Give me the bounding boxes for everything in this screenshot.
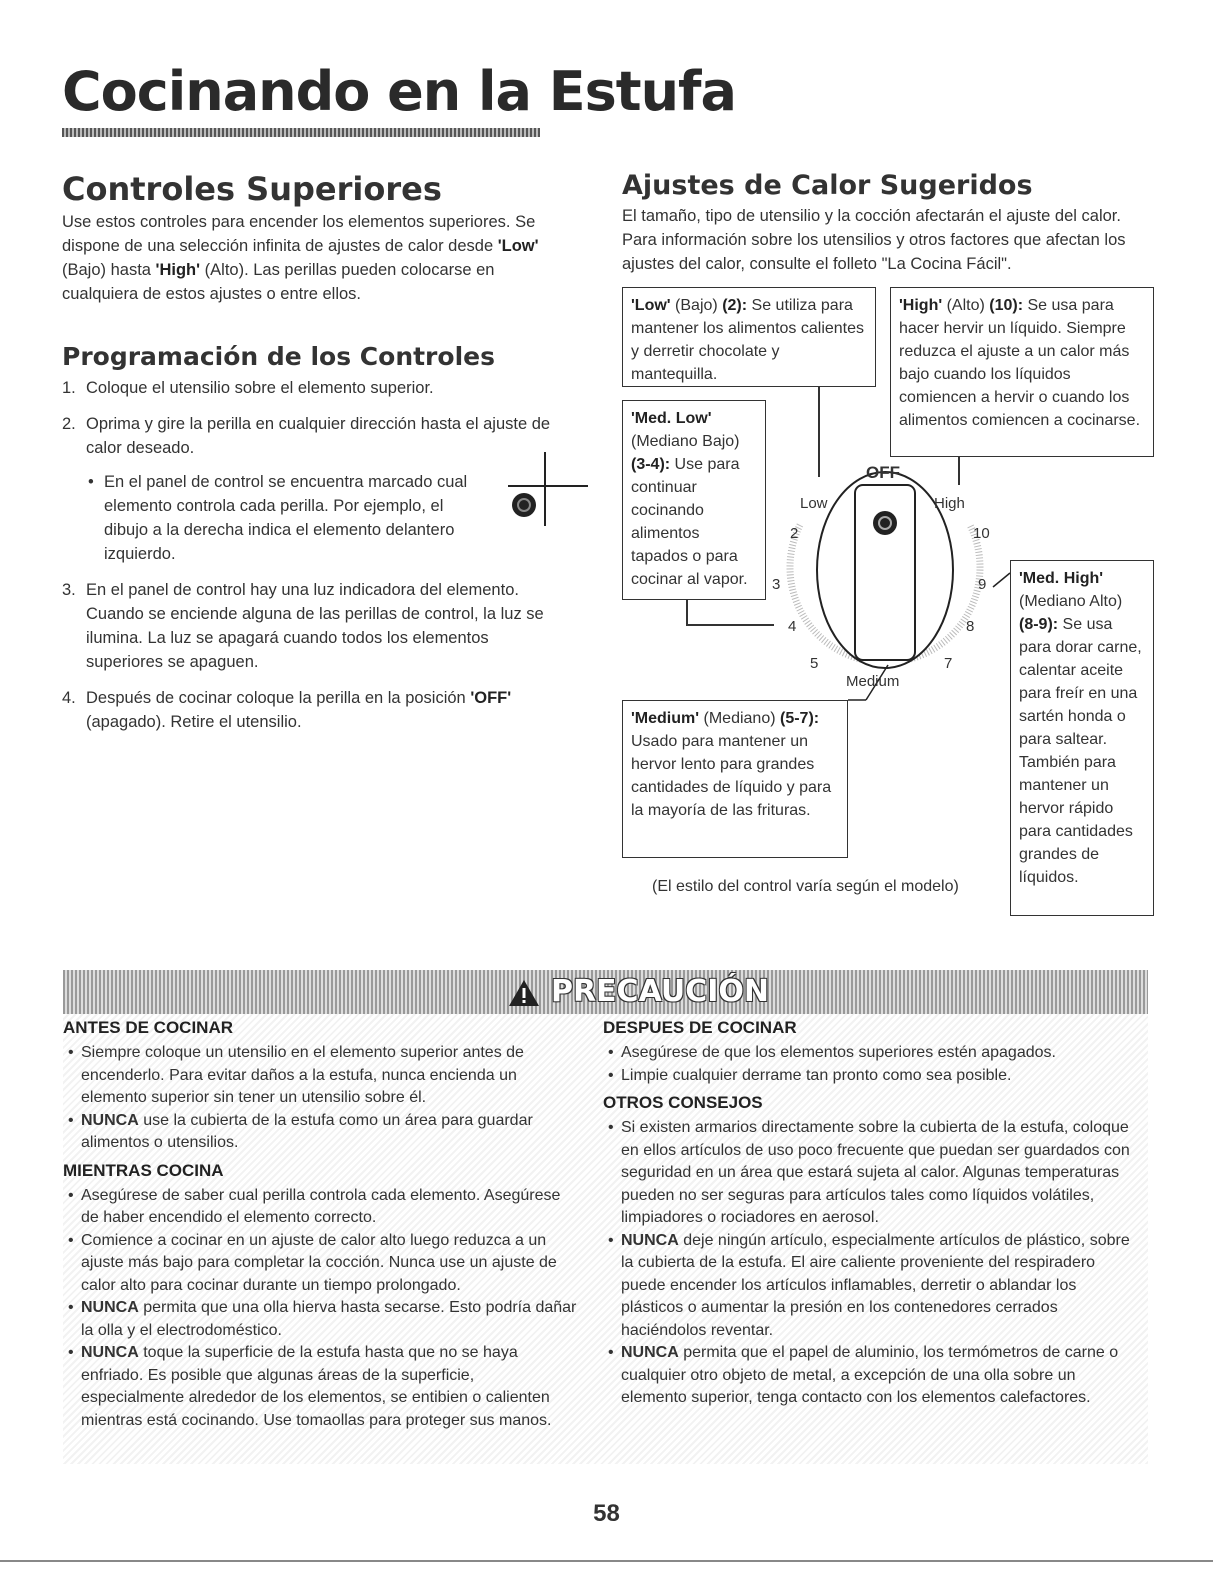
dial-num-8: 8 [966,618,975,635]
section-heading-heat-settings: Ajustes de Calor Sugeridos [622,170,1033,201]
caution-item [63,1297,578,1342]
warning-triangle-icon [508,978,540,1008]
box-range: (8-9): [1019,616,1059,633]
dial-num-3: 3 [772,576,781,593]
dial-num-7: 7 [944,655,953,672]
dial-num-9: 9 [978,576,987,593]
med-high-setting-box [1010,560,1154,916]
box-paren: (Mediano Alto) [1019,593,1123,610]
box-paren: (Alto) [942,297,990,314]
box-paren: (Mediano) [699,710,780,727]
section-heading-controls: Controles Superiores [62,170,442,208]
med-low-setting-box [622,400,766,600]
title-rule [62,128,540,137]
heat-settings-intro: El tamaño, tipo de utensilio y la cocción afectarán el ajuste del calor. Para información sobre los utensilios y otros factores que afectan los ajustes del calor, consulte el folleto "La Cocina Fácil". [622,207,1126,273]
box-paren: (Mediano Bajo) [631,433,740,450]
leader-line [686,600,688,624]
box-text: Se utiliza para mantener los alimentos calientes y derretir chocolate y mantequilla. [631,297,865,383]
box-text: Use para continuar cocinando alimentos tapados o para cocinar al vapor. [631,456,748,588]
programming-steps [62,376,562,746]
caution-item: • Si existen armarios directamente sobre la cubierta de la estufa, coloque en ellos artículos de uso poco frecuente que puedan ser guardados con seguridad en un área que estará sujeta al calor. Algunas temperaturas pueden no ser seguras para artículos tales como líquidos volátiles, limpiadores o rociadores en aerosol. [603,1117,1143,1230]
dial-off-label: OFF [866,463,900,482]
box-paren: (Bajo) [670,297,723,314]
dial-num-4: 4 [788,618,797,635]
step-text: (apagado). Retire el utensilio. [86,713,302,731]
off-label: 'OFF' [470,689,512,707]
step-4 [62,686,562,734]
intro-text-b: (Bajo) hasta [62,261,156,279]
step-number: 4. [62,689,76,707]
caution-left-column [63,1018,578,1438]
caution-text: use la cubierta de la estufa como un área para guardar alimentos o utensilios. [81,1111,533,1151]
step-text: Oprima y gire la perilla en cualquier dirección hasta el ajuste de calor deseado. [86,415,551,457]
box-range: (10): [989,297,1024,314]
box-range: (5-7): [779,710,820,727]
never-label: NUNCA [81,1344,139,1361]
never-label: NUNCA [81,1111,139,1129]
caution-item [63,1342,578,1432]
intro-low: 'Low' [497,237,539,255]
box-text: Usado para mantener un hervor lento para grandes cantidades de líquido y para la mayoría de las frituras. [631,733,832,819]
element-indicator-icon [500,450,590,530]
before-cooking-heading: ANTES DE COCINAR [63,1018,234,1037]
box-text: Se usa para dorar carne, calentar aceite para freír en una sartén honda o para saltear. También para mantener un hervor rápido para cantidades grandes de líquidos. [1019,616,1142,886]
intro-high: 'High' [155,261,201,279]
high-setting-box [890,287,1154,457]
dial-num-10: 10 [973,525,990,542]
caution-text: permita que una olla hierva hasta secarse. Esto podría dañar la olla y el electrodoméstico. [81,1299,577,1339]
never-label: NUNCA [81,1299,139,1316]
caution-item [603,1230,1143,1343]
other-tips-heading: OTROS CONSEJOS [603,1093,763,1112]
caution-item [603,1342,1143,1410]
step-number: 1. [62,379,76,397]
dial-num-5: 5 [810,655,819,672]
caution-title: PRECAUCIÓN [550,974,770,1009]
section-heading-programming: Programación de los Controles [62,342,495,371]
caution-text: toque la superficie de la estufa hasta que no se haya enfriado. Es posible que algunas áreas de la superficie, especialmente alrededor de los elementos, se entibien o calienten mientras está cocinando. Use tomaollas para proteger sus manos. [81,1344,552,1429]
box-label: 'Low' [631,297,671,314]
step-text: Coloque el utensilio sobre el elemento superior. [86,379,434,397]
step-number: 2. [62,415,76,433]
controls-intro [62,210,562,306]
caution-item: • Comience a cocinar en un ajuste de calor alto luego reduzca a un ajuste más bajo para completar la cocción. Nunca use un ajuste de calor alto para cocinar durante un tiempo prolongado. [63,1230,578,1298]
box-label: 'High' [899,297,943,314]
box-range: (3-4): [631,456,671,473]
sub-bullet: • En el panel de control se encuentra marcado cual elemento controla cada perilla. Por ejemplo, el dibujo a la derecha indica el elemento delantero izquierdo. [62,470,482,566]
step-text: En el panel de control hay una luz indicadora del elemento. Cuando se enciende alguna de las perillas de control, la luz se ilumina. La luz se apagará cuando todos los elementos superiores se apaguen. [86,581,544,671]
intro-text-a: Use estos controles para encender los elementos superiores. Se dispone de una selección infinita de ajustes de calor desde [62,213,536,255]
caution-item: • Limpie cualquier derrame tan pronto como sea posible. [603,1065,1143,1088]
dial-caption: (El estilo del control varía según el modelo) [652,878,959,895]
intro-text-c: (Alto). Las perillas pueden colocarse en cualquiera de estos ajustes o entre ellos. [62,261,495,303]
dial-medium-label: Medium [846,673,900,690]
caution-right-column [603,1018,1143,1416]
dial-high-label: High [934,495,965,512]
step-text: Después de cocinar coloque la perilla en la posición [86,689,471,707]
step-1 [62,376,562,400]
caution-text: deje ningún artículo, especialmente artículos de plástico, sobre la cubierta de la estufa. El aire caliente proveniente del respiradero puede encender los artículos inflamables, derretir o ablandar los plásticos o aumentar la presión en los contenedores cerrados haciéndolos reventar. [621,1231,1130,1339]
low-setting-box [622,287,876,387]
box-label: 'Med. High' [1019,570,1104,587]
never-label: NUNCA [621,1231,679,1249]
dial-num-2: 2 [790,525,799,542]
bottom-rule [0,1560,1213,1562]
medium-setting-box [622,700,848,858]
step-number: 3. [62,581,76,599]
box-label: 'Medium' [631,710,700,727]
caution-item: • Asegúrese de saber cual perilla controla cada elemento. Asegúrese de haber encendido el elemento correcto. [63,1185,578,1230]
step-2 [62,412,562,566]
caution-item [63,1110,578,1155]
caution-item: • Siempre coloque un utensilio en el elemento superior antes de encenderlo. Para evitar daños a la estufa, nunca encienda un elemento superior sin tener un utensilio sobre él. [63,1042,578,1110]
page-number: 58 [593,1500,620,1527]
caution-item: • Asegúrese de que los elementos superiores estén apagados. [603,1042,1143,1065]
box-text: Se usa para hacer hervir un líquido. Siempre reduzca el ajuste a un calor más bajo cuando los líquidos comiencen a hervir o cuando los alimentos comiencen a cocinarse. [899,297,1141,429]
dial-low-label: Low [800,495,828,512]
leader-line [818,387,820,477]
control-knob-diagram [760,465,1010,705]
box-label: 'Med. Low' [631,410,712,427]
caution-text: permita que el papel de aluminio, los termómetros de carne o cualquier otro objeto de metal, a excepción de una olla sobre un elemento superior, tenga contacto con los elementos calefactores. [621,1344,1119,1406]
never-label: NUNCA [621,1344,679,1361]
box-range: (2): [722,297,748,314]
page-title: Cocinando en la Estufa [62,60,736,123]
while-cooking-heading: MIENTRAS COCINA [63,1160,224,1180]
after-cooking-heading: DESPUES DE COCINAR [603,1018,797,1037]
step-3 [62,578,562,674]
